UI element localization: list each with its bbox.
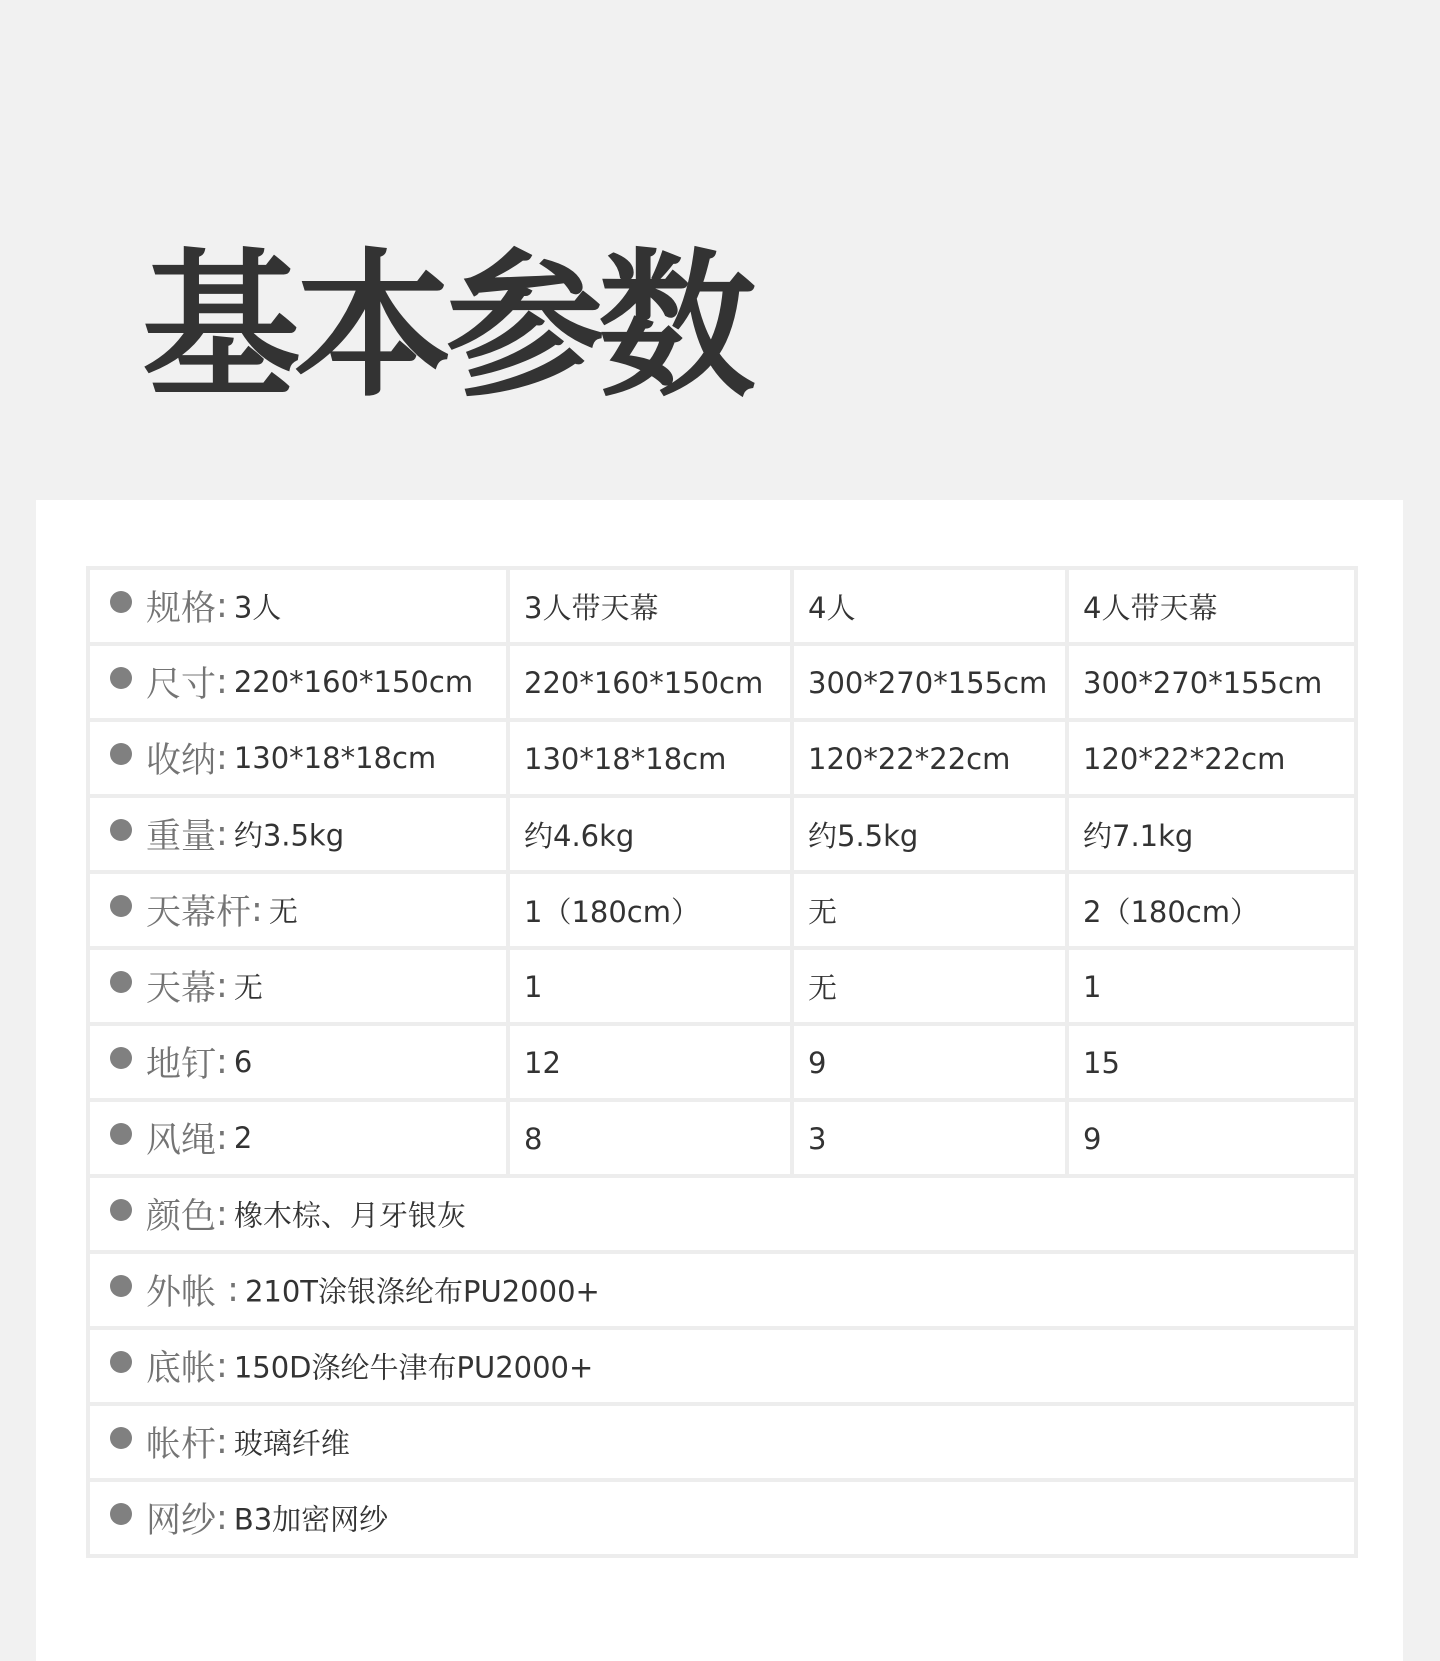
bullet-dot-icon [110,1275,132,1297]
spec-cell [792,720,1067,796]
bullet-dot-icon [110,591,132,613]
bullet-dot-icon [110,1123,132,1145]
spec-value: 玻璃纤维 [233,1426,350,1461]
spec-cell [508,1024,792,1100]
spec-value: 6 [233,1045,253,1079]
spec-row-ground-stakes [88,1024,1356,1100]
spec-cell [792,644,1067,720]
spec-label: 尺寸 [146,665,217,705]
spec-value: 约3.5kg [233,818,345,853]
spec-cell [1067,1024,1356,1100]
spec-row-tent-poles [88,1404,1356,1480]
spec-value: 130*18*18cm [524,742,727,776]
spec-label: 重量 [146,817,217,857]
spec-row-floor [88,1328,1356,1404]
spec-cell [792,568,1067,644]
spec-label: 颜色 [146,1197,217,1237]
label-separator: : [216,1422,228,1462]
spec-row-canopy [88,948,1356,1024]
spec-cell [792,796,1067,872]
label-separator: : [216,1118,228,1158]
spec-cell [508,872,792,948]
spec-cell [88,1252,1356,1328]
spec-cell [88,720,508,796]
spec-label: 风绳 [146,1121,217,1161]
spec-table [86,566,1358,1558]
spec-value: 8 [524,1122,543,1156]
bullet-dot-icon [110,971,132,993]
spec-label: 天幕 [146,969,217,1009]
label-separator: : [216,1270,239,1310]
spec-cell [792,1100,1067,1176]
label-separator: : [216,1194,228,1234]
spec-cell [88,948,508,1024]
label-separator: : [216,586,228,626]
spec-cell [88,1100,508,1176]
spec-label: 底帐 [146,1349,217,1389]
spec-value: 9 [1083,1122,1102,1156]
spec-value: 4人 [808,590,856,625]
bullet-dot-icon [110,743,132,765]
bullet-dot-icon [110,1503,132,1525]
bullet-dot-icon [110,667,132,689]
spec-cell [88,1176,1356,1252]
spec-value: 12 [524,1046,561,1080]
bullet-dot-icon [110,819,132,841]
spec-value: 2（180cm） [1083,894,1259,929]
spec-row-canopy-pole [88,872,1356,948]
spec-cell [508,796,792,872]
spec-value: 9 [808,1046,827,1080]
bullet-dot-icon [110,1351,132,1373]
spec-value: B3加密网纱 [233,1502,389,1537]
spec-value: 1 [524,970,543,1004]
spec-row-color [88,1176,1356,1252]
spec-cell [792,1024,1067,1100]
spec-value: 150D涤纶牛津布PU2000+ [233,1350,594,1385]
spec-cell [1067,796,1356,872]
spec-row-mesh [88,1480,1356,1556]
spec-value: 15 [1083,1046,1120,1080]
spec-cell [508,644,792,720]
spec-label: 地钉 [146,1045,217,1085]
label-separator: : [216,738,228,778]
spec-cell [1067,872,1356,948]
spec-value: 无 [233,970,263,1005]
spec-row-packed-size [88,720,1356,796]
spec-value: 橡木棕、月牙银灰 [233,1198,466,1233]
spec-value: 4人带天幕 [1083,590,1218,625]
spec-value: 1（180cm） [524,894,700,929]
spec-cell [88,568,508,644]
spec-label: 收纳 [146,741,217,781]
spec-cell [88,1480,1356,1556]
spec-cell [88,1024,508,1100]
spec-value: 3人带天幕 [524,590,659,625]
spec-card [36,500,1403,1661]
label-separator: : [251,890,263,930]
spec-value: 220*160*150cm [524,666,764,700]
spec-cell [1067,644,1356,720]
spec-value: 约4.6kg [524,818,635,853]
spec-value: 3人 [233,590,282,625]
spec-cell [88,1404,1356,1480]
label-separator: : [216,966,228,1006]
spec-value: 300*270*155cm [1083,666,1323,700]
label-separator: : [216,1346,228,1386]
spec-cell [792,872,1067,948]
spec-cell [508,568,792,644]
spec-cell [508,1100,792,1176]
label-separator: : [216,1042,228,1082]
spec-cell [508,720,792,796]
spec-value: 300*270*155cm [808,666,1048,700]
spec-row-outer-tent [88,1252,1356,1328]
spec-row-dimensions [88,644,1356,720]
spec-label: 规格 [146,589,217,629]
spec-value: 2 [233,1121,253,1155]
spec-cell [88,796,508,872]
spec-row-weight [88,796,1356,872]
spec-cell [1067,568,1356,644]
spec-cell [1067,1100,1356,1176]
spec-value: 130*18*18cm [233,741,437,775]
bullet-dot-icon [110,1427,132,1449]
bullet-dot-icon [110,1047,132,1069]
spec-row-size-option [88,568,1356,644]
spec-label: 网纱 [146,1501,217,1541]
spec-value: 1 [1083,970,1102,1004]
label-separator: : [216,662,228,702]
spec-value: 210T涂银涤纶布PU2000+ [244,1274,600,1309]
label-separator: : [216,814,228,854]
spec-cell [508,948,792,1024]
spec-value: 120*22*22cm [1083,742,1286,776]
spec-value: 约5.5kg [808,818,919,853]
spec-cell [88,644,508,720]
spec-label: 帐杆 [146,1425,217,1465]
spec-cell [1067,720,1356,796]
spec-cell [792,948,1067,1024]
spec-value: 120*22*22cm [808,742,1011,776]
spec-value: 无 [808,894,838,929]
spec-value: 约7.1kg [1083,818,1194,853]
spec-value: 无 [268,894,298,929]
bullet-dot-icon [110,1199,132,1221]
spec-row-guy-ropes [88,1100,1356,1176]
spec-cell [1067,948,1356,1024]
spec-cell [88,1328,1356,1404]
label-separator: : [216,1498,228,1538]
bullet-dot-icon [110,895,132,917]
spec-cell [88,872,508,948]
spec-value: 220*160*150cm [233,665,474,699]
spec-value: 3 [808,1122,827,1156]
spec-label: 外帐 [146,1273,217,1313]
page-title: 基本参数 [142,235,750,419]
spec-label: 天幕杆 [146,893,252,933]
spec-value: 无 [808,970,838,1005]
